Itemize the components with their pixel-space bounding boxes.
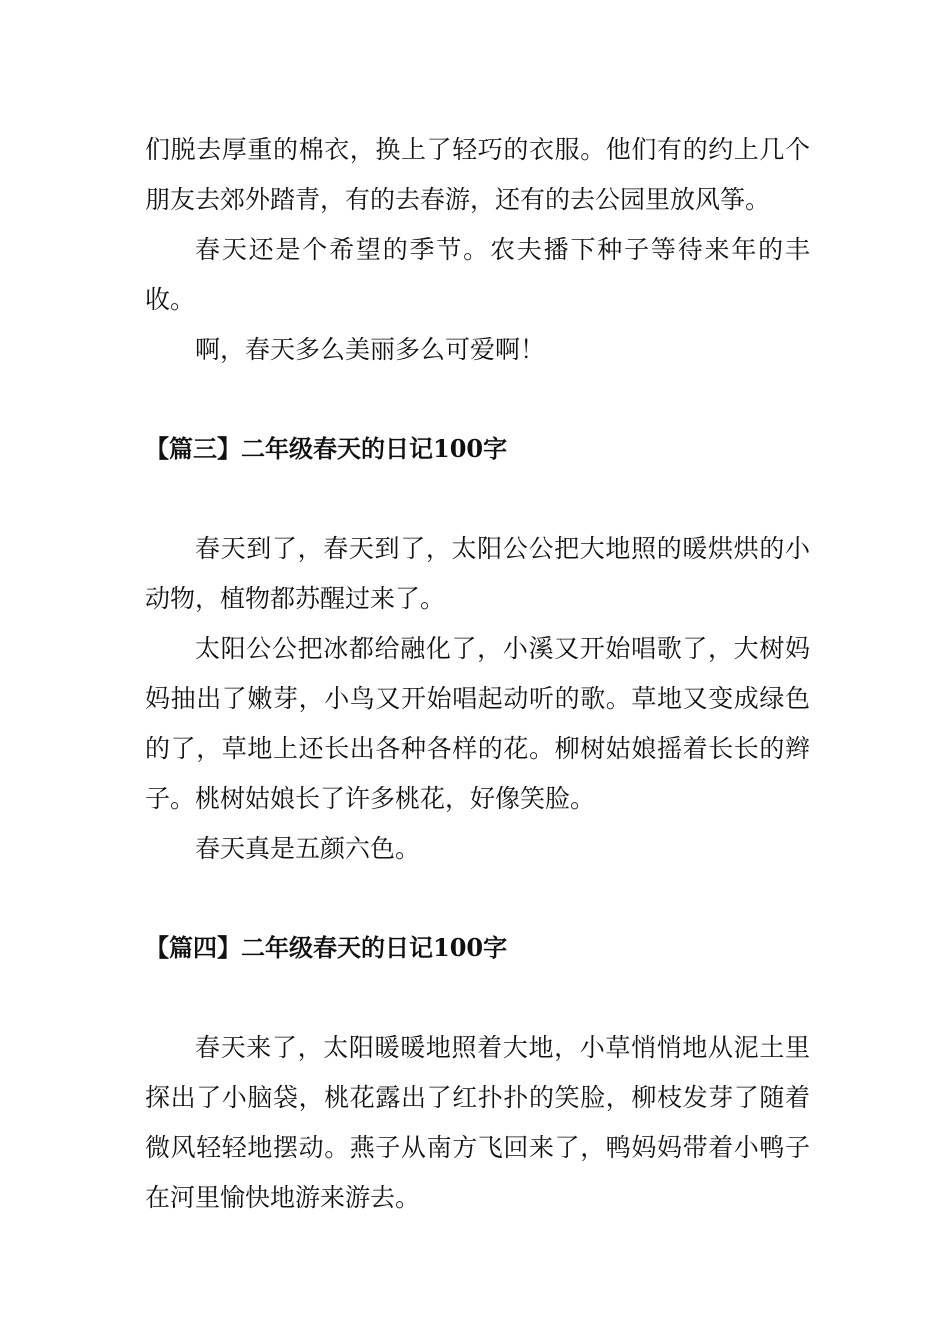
paragraph: 春天来了，太阳暖暖地照着大地，小草悄悄地从泥土里探出了小脑袋，桃花露出了红扑扑的笑脸，柳枝发芽了随着微风轻轻地摆动。燕子从南方飞回来了，鸭妈妈带着小鸭子在河里愉快地游来游去。: [145, 1033, 810, 1212]
paragraph: 们脱去厚重的棉衣，换上了轻巧的衣服。他们有的约上几个朋友去郊外踏青，有的去春游，还有的去公园里放风筝。: [145, 135, 810, 214]
paragraph: 啊，春天多么美丽多么可爱啊！: [195, 335, 546, 364]
section-heading: 【篇三】二年级春天的日记100字: [145, 434, 508, 463]
paragraph: 春天还是个希望的季节。农夫播下种子等待来年的丰收。: [145, 235, 810, 314]
paragraph: 春天真是五颜六色。: [195, 834, 421, 863]
document-page: [145, 125, 810, 1223]
section-heading: 【篇四】二年级春天的日记100字: [145, 933, 508, 962]
paragraph: 太阳公公把冰都给融化了，小溪又开始唱歌了，大树妈妈抽出了嫩芽，小鸟又开始唱起动听的歌。草地又变成绿色的了，草地上还长出各种各样的花。柳树姑娘摇着长长的辫子。桃树姑娘长了许多桃花，好像笑脸。: [145, 634, 810, 813]
paragraph: 春天到了，春天到了，太阳公公把大地照的暖烘烘的小动物，植物都苏醒过来了。: [145, 534, 810, 613]
